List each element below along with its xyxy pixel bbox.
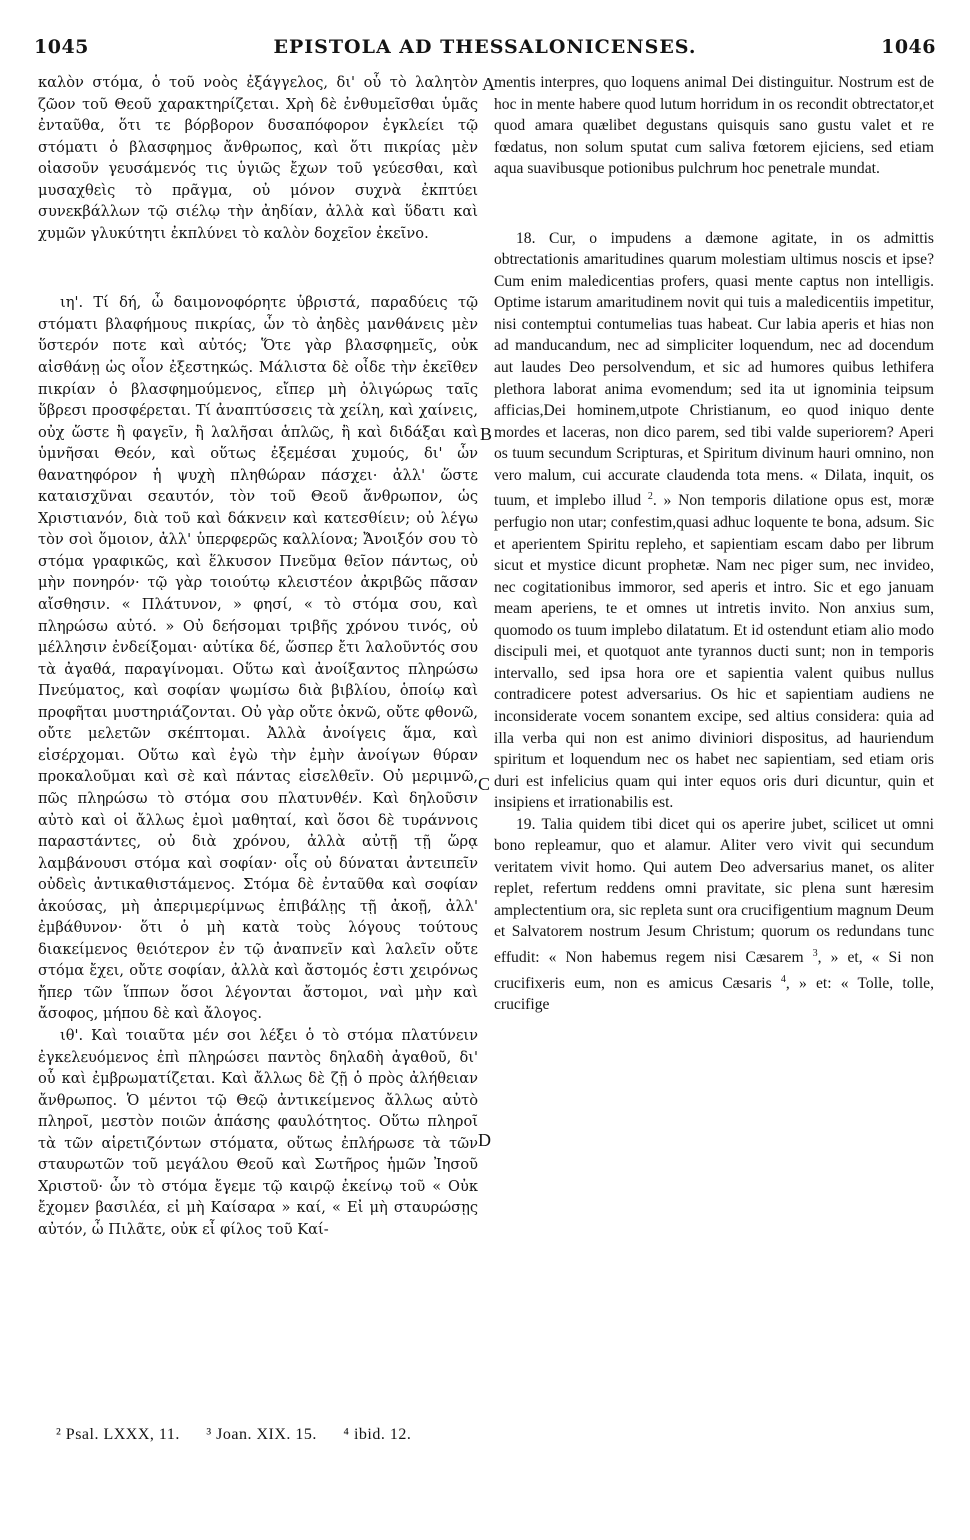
- footnote-ref-2: 2: [647, 491, 653, 503]
- margin-marker-a: A: [482, 74, 495, 94]
- footnote-ref-3: 3: [812, 947, 818, 959]
- greek-paragraph-1: καλὸν στόμα, ὁ τοῦ νοὸς ἐξάγγελος, δι' οὗ τὸ λαλητὸν ζῶον τοῦ Θεοῦ χαρακτηρίζεται. Χρὴ δὲ ἐνθυμεῖσθαι ὑμᾶς ἐνταῦθα, ὅτι τε βόρβορον δυσαπόφορον ἐγκλείει τῷ στόματι ὁ βλασφημος ἄνθρωπος, καὶ ὅτι πικρίας μὲν οἱασοῦν γευσάμενός τις ὑγιῶς ἔχων τοῦ γεύεσθαι, καὶ μυσαχθεὶς τὸ πρᾶγμα, οὐ μόνον συχνὰ ἐκπτύει συνεκβάλλων τῷ σιέλῳ τὴν ἀηδίαν, ἀλλὰ καὶ ὕδατι καὶ χυμῶν γλυκύτητι ἐκπλύνει τὸ καλὸν δοχεῖον ἐκεῖνο.: [38, 74, 478, 242]
- page-number-left: 1045: [34, 36, 89, 58]
- margin-marker-c: C: [478, 774, 491, 794]
- page-header: [34, 36, 936, 66]
- latin-p18-text-end: . » Non temporis dilatione opus est, moræ perfugio non utar; confestim,quasi adhuc loquente te bona, adsum. Sic et aperientem Spiritu repleho, et sapientiam escam dabo per librum sicut et mystice dicunt prophetæ. Nam nec piger sum, nec invideo, nec cogitationibus immoror, sed aperis et intro. Sic et ego januam meam aperiens, te et omnes ut intretis invito. Non anxius sum, quomodo os tuum implebo dilatatum. Et id ostendunt etiam alio modo discipuli mei, et quotquot ante tyrannos ducti sunt; non in temporis intervallo, sed ipsa hora ore et sapientia valent quibus nullus contradicere potest adversarius. Os hic et sapientiam audiens ne inconsiderate vocem sonantem excipe, sed altius considera: quia ad illa verba qui non est animo diviniori dispositus, ad hauriendum spiritum et loquendum nec os habet nec sapientiam, sed etiam oris duri est infelicius quam qui inter equos oris duri dicuntur, quin et insipiens et irrationabilis est.: [494, 492, 934, 812]
- latin-p19-text-mid: , » et, « Si non crucifixeris eum, non es amicus Cæsaris: [494, 949, 934, 992]
- footnote-ref-4: 4: [780, 973, 786, 985]
- latin-column: [494, 72, 934, 1016]
- greek-paragraph-19: ιθ'. Καὶ τοιαῦτα μέν σοι λέξει ὁ τὸ στόμα πλατύνειν ἐγκελευόμενος ἐπὶ πληρώσει παντὸς δηλαδὴ ἀγαθοῦ, δι' οὗ καὶ ἐμβρωματίζεται. Καὶ ἄλλως δὲ ζῇ ὁ πρὸς ἀλήθειαν ἄνθρωπος. Ὁ μέντοι τῷ Θεῷ ἀντικείμενος ἄλλως αὐτὸ πληροῖ, μεστὸν ποιῶν ἁπάσης φαυλότητος. Οὕτω πληροῖ τὰ τῶν αἱρετιζόντων στόματα, οὕτως ἐπλήρωσε τὰ τῶν σταυρωτῶν τοῦ μεγάλου Θεοῦ καὶ Σωτῆρος ἡμῶν Ἰησοῦ Χριστοῦ· ὧν τὸ στόμα ἔγεμε τῷ καιρῷ ἐκείνῳ τοῦ « Οὐκ ἔχομεν βασιλέα, εἰ μὴ Καίσαρα » καί, « Εἰ μὴ σταυρώσῃς αὐτόν, ὦ Πιλᾶτε, οὐκ εἶ φίλος τοῦ Καί-: [38, 1026, 478, 1238]
- margin-marker-b: B: [480, 424, 493, 444]
- latin-p19-text-end: , » et: « Tolle, tolle, crucifige: [494, 974, 934, 1014]
- footnote-4: ⁴ ibid. 12.: [343, 1426, 412, 1443]
- greek-paragraph-18: ιη'. Τί δή, ὦ δαιμονοφόρητε ὑβριστά, παραδύεις τῷ στόματι βλαφήμους πικρίας, ὧν τὸ ἀηδὲς μανθάνεις μὲν ὕστερόν ποτε καὶ αὐτός; Ὅτε γὰρ βλασφημεῖς, οὐκ αἰσθάνῃ ὡς οἷον ἐξεστηκώς. Μάλιστα δὲ οἶδε τὴν ἐκεῖθεν πικρίαν ὁ βλασφημούμενος, εἴπερ μὴ ὀλιγώρως ταῖς ὕβρεσι προσφέρεται. Τί ἀναπτύσσεις τὰ χείλη, καὶ χαίνεις, οὐχ ὥστε ἢ φαγεῖν, ἢ λαλῆσαι ἁπλῶς, ἢ καὶ διδάξαι καὶ ὑμνῆσαι Θεόν, καὶ οὕτως ἐξεμέσαι χυμούς, δι' ὧν θανατηφόρον ἡ ψυχὴ πληθώραν πάσχει· ἀλλ' ὥστε καταισχῦναι σεαυτόν, τὸν τοῦ Θεοῦ ἄνθρωπον, ὡς Χριστιανόν, διὰ τοῦ καὶ δάκνειν καὶ κατεσθίειν; οὐ λέγω τὸν σοὶ ὅμοιον, ἀλλ' ὑπερφερῶς καλλίονα; Ἄνοιξόν σου τὸ στόμα γραφικῶς, καὶ ἕλκυσον Πνεῦμα θεῖον πάντως, οὐ μὴν πονηρόν· τῷ γὰρ τοιούτῳ κλειστέον ἀκριβῶς πᾶσαν αἴσθησιν. « Πλάτυνον, » φησί, « τὸ στόμα σου, καὶ πληρώσω αὐτό. » Οὐ δεήσομαι τριβῆς χρόνου τινός, οὐ μέλλησιν ἐνδείξομαι· αὐτίκα δέ, ὥσπερ ἔτι λαλοῦντός σου τὰ ἀγαθά, παραγίνομαι. Οὕτω καὶ ἀνοίξαντος πληρώσω Πνεύματος, καὶ σοφίαν ψωμίσω διὰ βιβλίου, ὁποίῳ καὶ προφῆται μυστηριάζονται. Οὐ γὰρ οὔτε ὀκνῶ, οὔτε φθονῶ, οὔτε μελετῶν σκέπτομαι. Ἀλλὰ ἀνοίγεις ἅμα, καὶ εἰσέρχομαι. Οὕτω καὶ ἐγὼ τὴν ἐμὴν ἀνοίγων θύραν προκαλοῦμαι καὶ σὲ καὶ πάντας εἰσελθεῖν. Οὐ μεριμνῶ, πῶς πληρώσω τὸ στόμα σου πλατυνθέν. Καὶ δηλοῦσιν αὐτὸ καὶ οἱ ἄλλως ἐμοὶ μαθηταί, καὶ ὅσοι δὲ τυράννοις παραστάντες, οὐ διὰ χρόνου, ἀλλὰ αὐτῇ τῇ ὥρᾳ λαμβάνουσι στόμα καὶ σοφίαν· οἷς οὐ δύναται ἀντειπεῖν οὐδεὶς ἀντικαθιστάμενος. Στόμα δὲ ἐνταῦθα καὶ σοφίαν ἀκούσας, μὴ ἀπεριμερίμνως ἐπιβάλῃς τῇ ἀκοῇ, ἀλλ' ἐμβάθυνον· ὅτι ὁ μὴ κατὰ τοὺς λόγους τούτους διακείμενος θειότερον ἐν τῷ ἀναπνεῖν καὶ λαλεῖν οὔτε στόμα ἔχει, οὔτε σοφίαν, ἀλλὰ καὶ ἄστομός ἐστι χειρόνως ἤπερ τῶν ἵππων ὅσοι λέγονται ἄστομοι, ναὶ μὴν καὶ ἄσοφος, μήπου δὲ καὶ ἄλογος.: [38, 294, 478, 1023]
- greek-column: [38, 72, 478, 1240]
- footnote-2: ² Psal. LXXX, 11.: [56, 1426, 180, 1443]
- latin-paragraph-19: [494, 814, 934, 1016]
- latin-paragraph-18: [494, 228, 934, 814]
- footnotes: [56, 1426, 433, 1444]
- latin-p19-text: 19. Talia quidem tibi dicet qui os aperire jubet, scilicet ut omni bono repleamur, quo et alamur. Aliter vero vivit qui secundum veritatem vivit homo. Qui autem Deo adversarius manet, os aliter replet, refertum reddens omni pravitate, sic plena sunt hæresim amplectentium ora, sic repleta sunt ora crucifigentium magnum Deum et Salvatorem nostrum Jesum Christum; quorum os redundans tunc effudit: « Non habemus regem nisi Cæsarem: [494, 815, 934, 967]
- page-number-right: 1046: [881, 36, 936, 58]
- latin-paragraph-1: mentis interpres, quo loquens animal Dei distinguitur. Nostrum est de hoc in mente habere quod lutum horridum in os recondit obtrectator,et quod amara quælibet degustans quisquis sano gustu valet et re fœdatus, non solum sputat cum saliva fœtorem ejiciens, sed etiam aqua suavibusque potionibus pulchrum hoc penetrale mundat.: [494, 74, 934, 178]
- margin-marker-d: D: [478, 1130, 491, 1150]
- latin-p18-text: 18. Cur, o impudens a dæmone agitate, in os admittis obtrectationis amaritudines quarum molestiam ultimus noscis et ipse? Cum enim maledicentias profers, quasi mente captus non intelligis. Optime istarum amaritudinem novit qui tuis a maledicentiis impetitur, nisi contemptui contumelias tuas habeat. Cur labia aperis et hias non ad manducandum, nec ad simpliciter loquendum, nec ad docendum aut laudes Deo persolvendum, et sic ad humores quibus lethifera plethora laborat anima evomendum; sed ita ut ignominia teipsum afficias,Dei hominem,utpote Christianum, eo quod iniquo dente mordes et laceras, non dico parem, sed tibi valde superiorem? Aperi os tuum secundum Scripturas, et Spiritum divinum hauri omnino, non vero malum, cui accurate claudenda tota mens. « Dilata, inquit, os tuum, et implebo illud: [494, 229, 934, 510]
- footnote-3: ³ Joan. XIX. 15.: [206, 1426, 317, 1443]
- running-title: EPISTOLA AD THESSALONICENSES.: [273, 36, 697, 58]
